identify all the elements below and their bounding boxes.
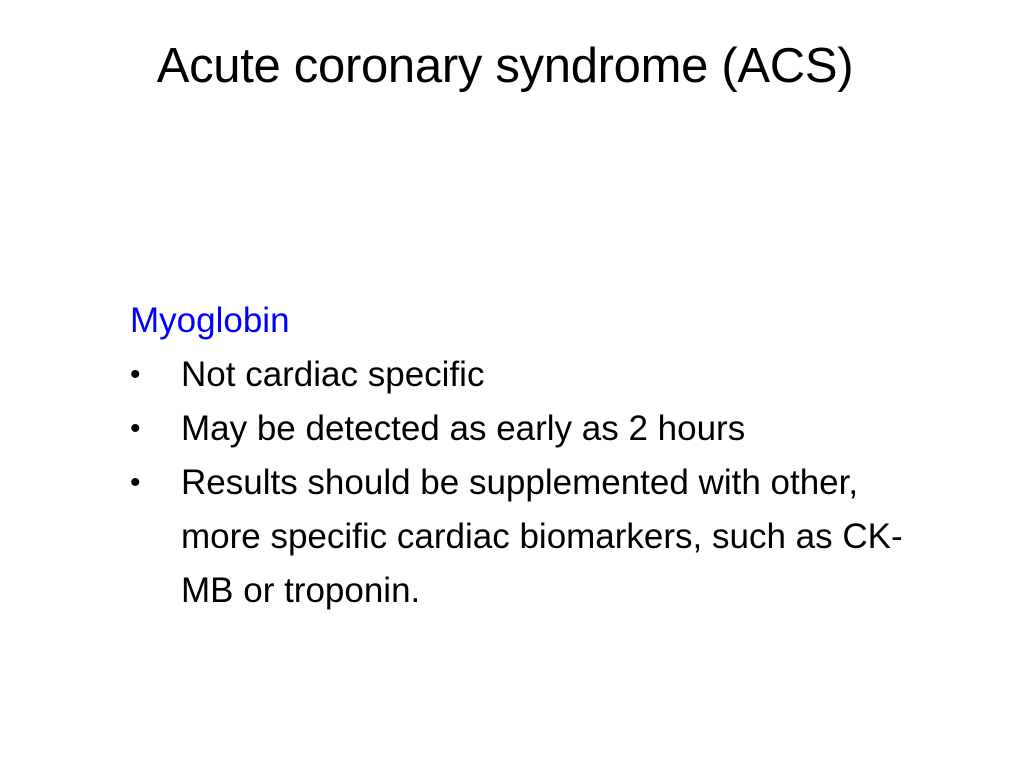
bullet-icon: • bbox=[130, 412, 141, 445]
slide-body bbox=[130, 294, 930, 618]
bullet-icon: • bbox=[130, 358, 141, 391]
bullet-item bbox=[130, 348, 930, 402]
section-heading: Myoglobin bbox=[130, 301, 290, 340]
bullet-icon: • bbox=[130, 466, 141, 499]
slide-title: Acute coronary syndrome (ACS) bbox=[156, 39, 854, 93]
bullet-item bbox=[130, 402, 930, 456]
bullet-list bbox=[130, 348, 930, 618]
bullet-text: Not cardiac specific bbox=[181, 355, 485, 394]
bullet-text: May be detected as early as 2 hours bbox=[181, 409, 746, 448]
bullet-text: Results should be supplemented with other, more specific cardiac biomarkers, such as CK-MB or troponin. bbox=[181, 463, 903, 610]
bullet-item bbox=[130, 456, 930, 618]
